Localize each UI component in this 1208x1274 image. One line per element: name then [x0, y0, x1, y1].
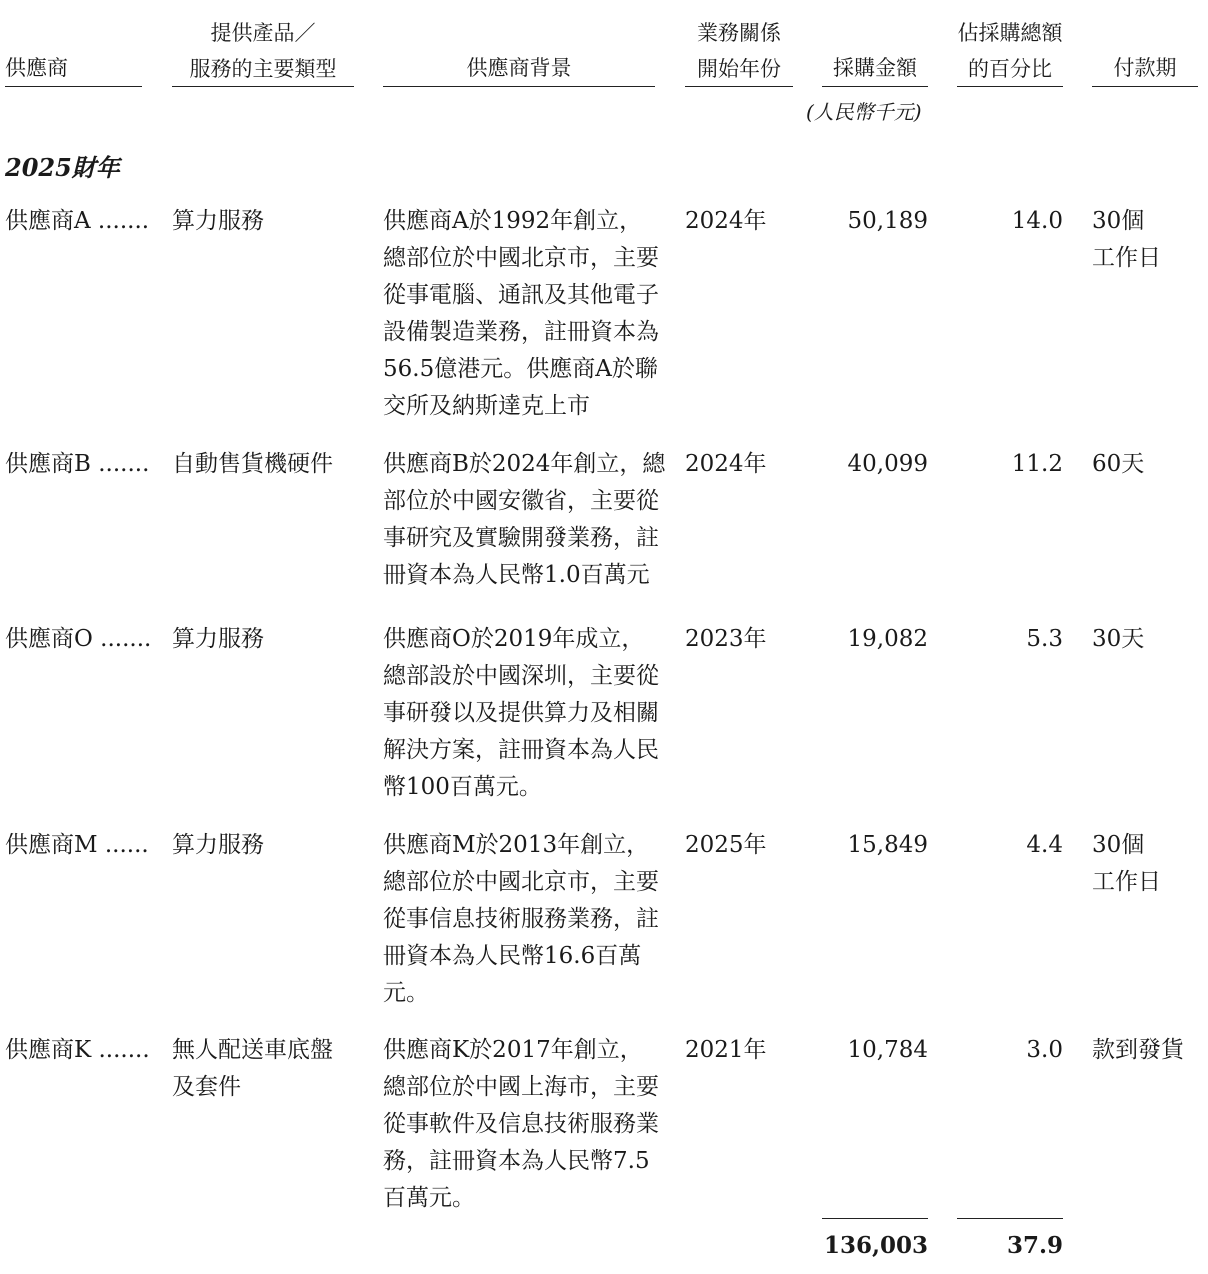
- row-3-background: [383, 827, 659, 1012]
- total-rule-amount: [822, 1218, 928, 1219]
- row-1-background-line: 冊資本為人民幣1.0百萬元: [383, 562, 650, 588]
- row-1-product-line: 自動售貨機硬件: [172, 451, 333, 477]
- row-0-start-year: 2024年: [685, 208, 767, 234]
- row-3-background-line: 元。: [383, 980, 429, 1006]
- row-1-start-year: 2024年: [685, 451, 767, 477]
- total-rule-percent: [957, 1218, 1063, 1219]
- row-4-background-line: 供應商K於2017年創立，: [383, 1037, 643, 1063]
- row-0-supplier: 供應商A .......: [5, 208, 150, 234]
- row-0-background-line: 總部位於中國北京市，主要: [383, 245, 659, 271]
- row-4-product-line: 無人配送車底盤: [172, 1037, 333, 1063]
- row-2-product: [172, 621, 264, 658]
- header-background: [383, 50, 655, 86]
- row-0-background-line: 供應商A於1992年創立，: [383, 208, 643, 234]
- amount-unit: (人民幣千元): [806, 100, 922, 124]
- row-2-percent: 5.3: [1026, 626, 1063, 652]
- row-3-percent: 4.4: [1026, 832, 1063, 858]
- row-1-payment-line: 60天: [1092, 451, 1145, 477]
- row-3-background-line: 供應商M於2013年創立，: [383, 832, 650, 858]
- header-product-line2: 服務的主要類型: [189, 57, 337, 81]
- header-start-line1: 業務關係: [697, 21, 781, 45]
- row-4-product-line: 及套件: [172, 1074, 241, 1100]
- row-2-payment: [1092, 621, 1144, 658]
- row-1-amount: 40,099: [847, 451, 928, 477]
- row-4-amount: 10,784: [847, 1037, 928, 1063]
- header-start-year: [685, 15, 793, 87]
- row-1-product: [172, 446, 333, 483]
- row-2-background-line: 事研發以及提供算力及相關: [383, 700, 659, 726]
- row-0-background-line: 設備製造業務，註冊資本為: [383, 319, 659, 345]
- row-4-background-line: 總部位於中國上海市，主要: [383, 1074, 659, 1100]
- row-2-amount: 19,082: [847, 626, 928, 652]
- row-2-supplier: 供應商O .......: [5, 626, 152, 652]
- row-3-payment-line: 30個: [1092, 832, 1145, 858]
- row-3-supplier: 供應商M ......: [5, 832, 149, 858]
- row-3-product: [172, 827, 264, 864]
- row-4-background-line: 百萬元。: [383, 1185, 475, 1211]
- row-0-product: [172, 203, 264, 240]
- row-0-payment: [1092, 203, 1161, 277]
- row-3-payment-line: 工作日: [1092, 869, 1161, 895]
- row-1-supplier: 供應商B .......: [5, 451, 150, 477]
- row-4-product: [172, 1032, 333, 1106]
- row-4-payment: [1092, 1032, 1184, 1069]
- row-3-background-line: 冊資本為人民幣16.6百萬: [383, 943, 642, 969]
- header-amount-label: 採購金額: [833, 56, 917, 80]
- row-3-background-line: 總部位於中國北京市，主要: [383, 869, 659, 895]
- row-2-product-line: 算力服務: [172, 626, 264, 652]
- header-rule-payment: [1092, 86, 1198, 87]
- row-1-background-line: 事研究及實驗開發業務，註: [383, 525, 659, 551]
- row-1-percent: 11.2: [1011, 451, 1063, 477]
- row-4-background: [383, 1032, 659, 1217]
- total-percent: 37.9: [1006, 1232, 1063, 1259]
- header-amount: [822, 50, 928, 86]
- row-0-background-line: 56.5億港元。供應商A於聯: [383, 356, 658, 382]
- header-supplier: [5, 50, 68, 86]
- row-2-background-line: 幣100百萬元。: [383, 774, 542, 800]
- row-0-background-line: 從事電腦、通訊及其他電子: [383, 282, 659, 308]
- row-4-background-line: 務，註冊資本為人民幣7.5: [383, 1148, 650, 1174]
- row-0-background-line: 交所及納斯達克上市: [383, 393, 590, 419]
- row-4-payment-line: 款到發貨: [1092, 1037, 1184, 1063]
- row-2-start-year: 2023年: [685, 626, 767, 652]
- row-0-payment-line: 工作日: [1092, 245, 1161, 271]
- fiscal-year-label: 2025財年: [5, 153, 120, 182]
- header-payment: [1092, 50, 1198, 86]
- row-1-background: [383, 446, 665, 594]
- header-rule-amount: [822, 86, 928, 87]
- row-3-product-line: 算力服務: [172, 832, 264, 858]
- row-1-background-line: 供應商B於2024年創立，總: [383, 451, 666, 477]
- row-3-background-line: 從事信息技術服務業務，註: [383, 906, 659, 932]
- row-4-start-year: 2021年: [685, 1037, 767, 1063]
- row-0-product-line: 算力服務: [172, 208, 264, 234]
- total-amount: 136,003: [823, 1232, 928, 1259]
- header-percent-line2: 的百分比: [968, 57, 1052, 81]
- header-start-line2: 開始年份: [697, 57, 781, 81]
- row-0-percent: 14.0: [1011, 208, 1063, 234]
- row-4-supplier: 供應商K .......: [5, 1037, 150, 1063]
- header-product-line1: 提供產品／: [210, 21, 316, 45]
- row-0-background: [383, 203, 659, 425]
- row-0-amount: 50,189: [847, 208, 928, 234]
- row-1-background-line: 部位於中國安徽省，主要從: [383, 488, 659, 514]
- row-2-background-line: 供應商O於2019年成立，: [383, 626, 645, 652]
- header-background-label: 供應商背景: [466, 56, 572, 80]
- row-4-background-line: 從事軟件及信息技術服務業: [383, 1111, 659, 1137]
- header-rule-product: [172, 86, 354, 87]
- header-rule-start-year: [685, 86, 793, 87]
- row-4-percent: 3.0: [1026, 1037, 1063, 1063]
- row-3-amount: 15,849: [847, 832, 928, 858]
- header-rule-percent: [957, 86, 1063, 87]
- row-3-payment: [1092, 827, 1161, 901]
- header-payment-label: 付款期: [1113, 56, 1177, 80]
- header-rule-supplier: [5, 86, 142, 87]
- header-percent-line1: 佔採購總額: [957, 21, 1063, 45]
- row-2-background-line: 總部設於中國深圳，主要從: [383, 663, 659, 689]
- header-rule-background: [383, 86, 655, 87]
- row-3-start-year: 2025年: [685, 832, 767, 858]
- header-supplier-label: 供應商: [5, 56, 68, 80]
- row-1-payment: [1092, 446, 1144, 483]
- row-2-background-line: 解決方案，註冊資本為人民: [383, 737, 659, 763]
- header-product: [172, 15, 354, 87]
- row-2-payment-line: 30天: [1092, 626, 1145, 652]
- row-2-background: [383, 621, 659, 806]
- header-percent: [957, 15, 1063, 87]
- row-0-payment-line: 30個: [1092, 208, 1145, 234]
